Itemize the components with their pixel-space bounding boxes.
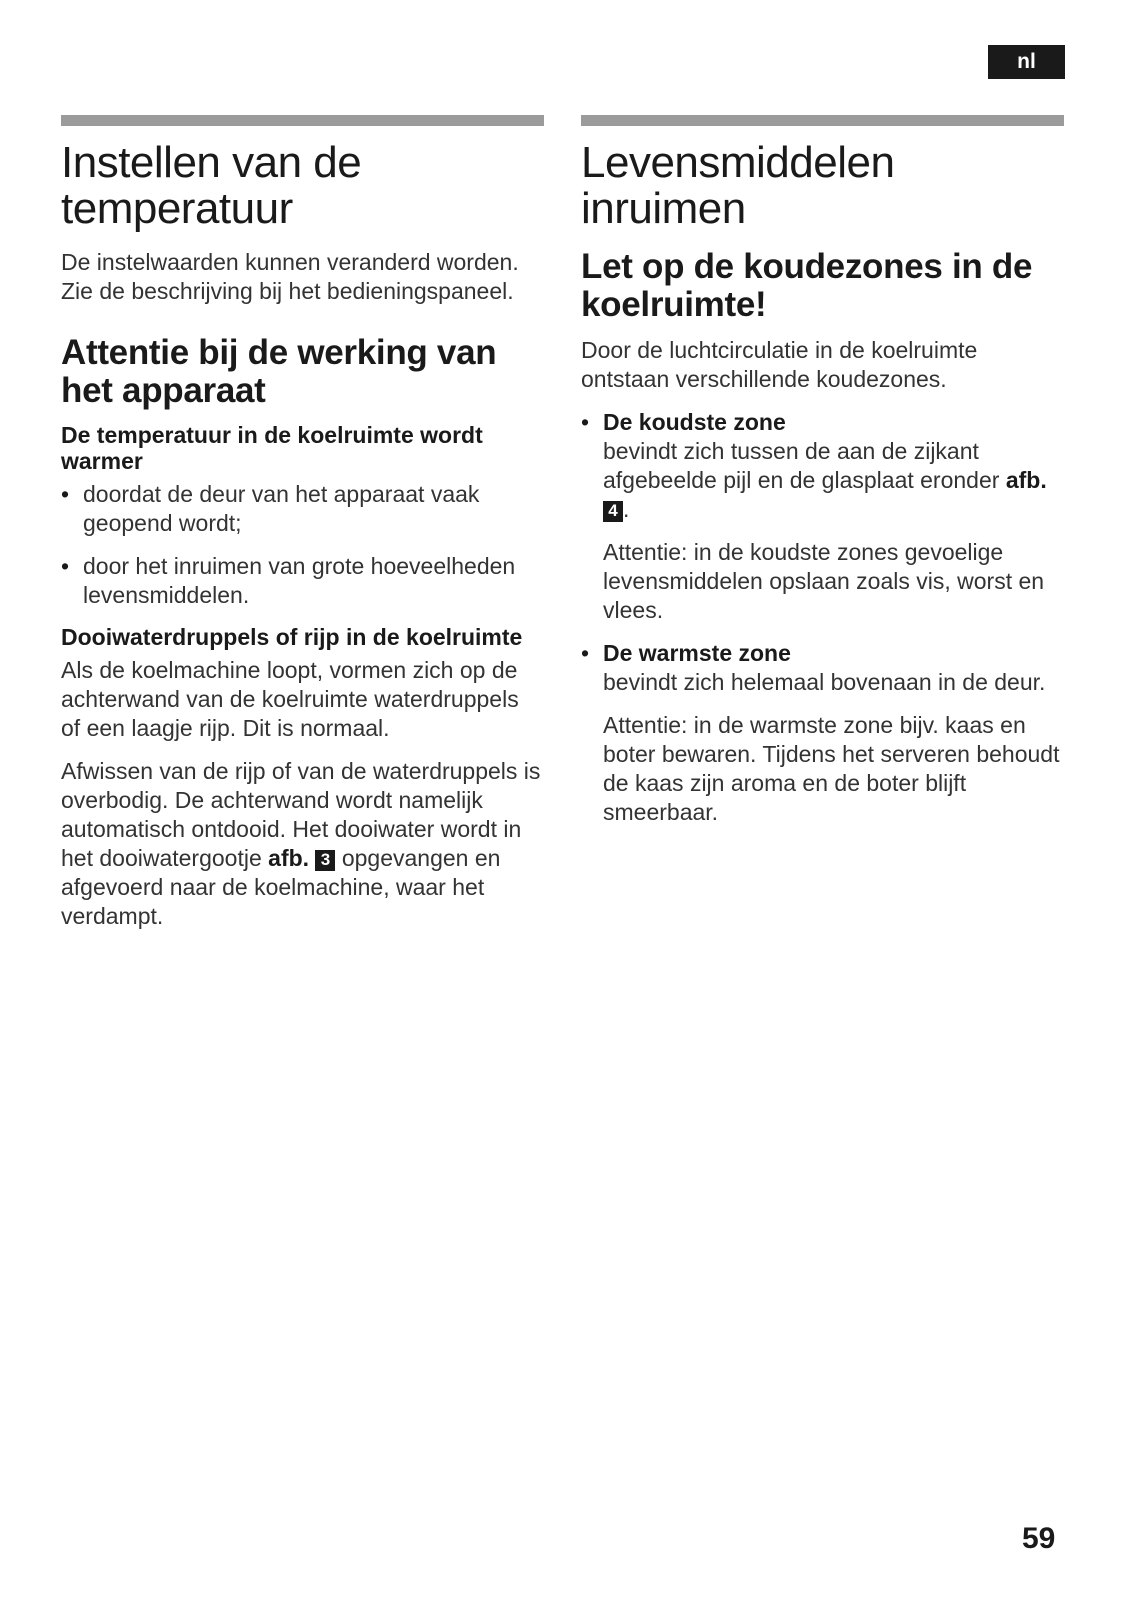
warmest-zone-note: Attentie: in de warmste zone bijv. kaas en boter bewaren. Tijdens het serveren behoudt de kaas zijn aroma en de boter blijft smeerbaar. (603, 712, 1060, 825)
warm-zones-list (581, 639, 1064, 697)
cold-zones-intro: Door de luchtcirculatie in de koelruimte ontstaan verschillende koudezones. (581, 337, 978, 392)
section-divider-bar (61, 115, 544, 126)
figure-number-badge: 3 (315, 850, 335, 871)
intro-paragraph: De instelwaarden kunnen veranderd worden. Zie de beschrijving bij het bedieningspaneel. (61, 249, 519, 304)
page-title-temperature: Instellen van de temperatuur (61, 138, 362, 233)
coldest-zone-title: • De koudste zone (603, 409, 786, 435)
page-title-storing-food: Levensmiddelen inruimen (581, 138, 895, 233)
coldest-zone-note: Attentie: in de koudste zones gevoelige levensmiddelen opslaan zoals vis, worst en vlees. (603, 539, 1045, 623)
section-divider-bar (581, 115, 1064, 126)
warmest-zone-title: • De warmste zone (603, 640, 791, 666)
cold-zones-list (581, 408, 1064, 524)
subheading-defrost-water: Dooiwaterdruppels of rijp in de koelruimte (61, 624, 523, 650)
right-column (581, 115, 1064, 841)
figure-reference: afb. (268, 845, 310, 871)
figure-number-badge: 4 (603, 501, 623, 522)
page-number: 59 (1022, 1522, 1056, 1555)
list-item: • doordat de deur van het apparaat vaak geopend wordt; (61, 480, 544, 538)
language-tab: nl (988, 45, 1065, 79)
list-item-warmest-zone: • De warmste zone bevindt zich helemaal bovenaan in de deur. (581, 639, 1064, 697)
section-title-operation: Attentie bij de werking van het apparaat (61, 333, 497, 410)
figure-reference: afb. (1005, 467, 1047, 493)
section-title-cold-zones: Let op de koudezones in de koelruimte! (581, 247, 1033, 324)
left-column (61, 115, 544, 945)
list-item: • door het inruimen van grote hoeveelheden levensmiddelen. (61, 552, 544, 610)
warmer-reasons-list (61, 480, 544, 610)
list-item-coldest-zone: • De koudste zone bevindt zich tussen de aan de zijkant afgebeelde pijl en de glasplaat eronder afb. 4 . (581, 408, 1064, 524)
defrost-paragraph-2: Afwissen van de rijp of van de waterdruppels is overbodig. De achterwand wordt namelijk automatisch ontdooid. Het dooiwater wordt in het dooiwatergootje afb. 3 opgevangen en afgevoerd naar de koelmachine, waar het verdampt. (61, 758, 541, 929)
defrost-paragraph-1: Als de koelmachine loopt, vormen zich op de achterwand van de koelruimte waterdruppels of een laagje rijp. Dit is normaal. (61, 657, 519, 741)
subheading-warmer: De temperatuur in de koelruimte wordt warmer (61, 422, 483, 474)
